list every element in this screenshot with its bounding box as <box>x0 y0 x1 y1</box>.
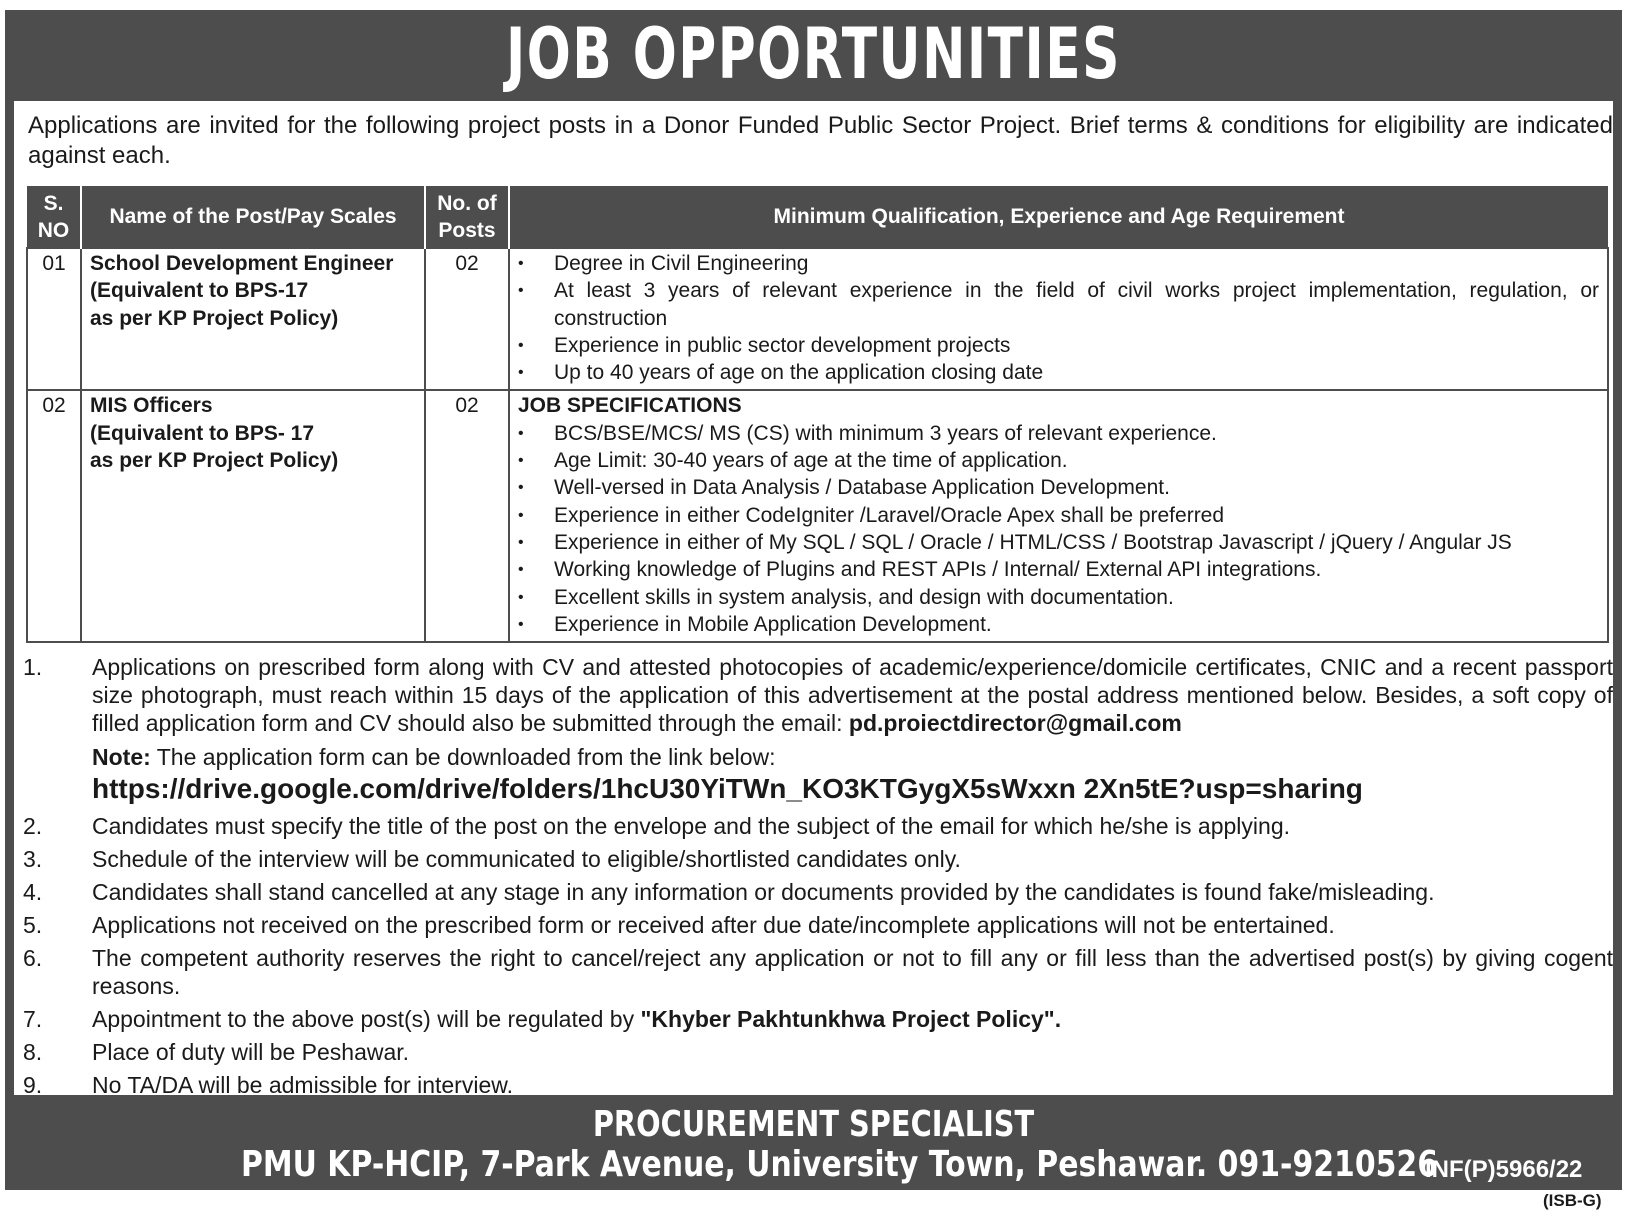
item-number: 9. <box>23 1072 43 1098</box>
row-sno: 01 <box>27 248 81 390</box>
item-number: 4. <box>23 879 43 905</box>
list-item <box>14 1038 1613 1066</box>
item-text: No TA/DA will be admissible for interview. <box>92 1072 513 1098</box>
list-item <box>14 812 1613 840</box>
footer-address: PMU KP-HCIP, 7-Park Avenue, University Town, Peshawar. 091-9210526 <box>241 1144 1438 1185</box>
header-requirements: Minimum Qualification, Experience and Age Requirement <box>509 186 1608 248</box>
row-num-posts: 02 <box>425 390 509 642</box>
row-sno: 02 <box>27 390 81 642</box>
item-number: 3. <box>23 846 43 872</box>
header-sno: S. NO <box>27 186 81 248</box>
job-specifications-heading: JOB SPECIFICATIONS <box>518 394 742 418</box>
email-address[interactable]: pd.proiectdirector@gmail.com <box>848 710 1182 736</box>
policy-name: "Khyber Pakhtunkhwa Project Policy". <box>640 1006 1062 1032</box>
advertisement-frame <box>5 10 1622 1190</box>
terms-list <box>14 653 1613 1104</box>
row-num-posts: 02 <box>425 248 509 390</box>
requirement-list <box>518 250 1599 386</box>
footer-title: PROCUREMENT SPECIALIST <box>592 1104 1035 1145</box>
item-number: 5. <box>23 912 43 938</box>
download-note <box>92 743 1613 807</box>
item-text: Place of duty will be Peshawar. <box>92 1039 410 1065</box>
sub-reference: (ISB-G) <box>1543 1191 1602 1210</box>
item-text: Candidates shall stand cancelled at any stage in any information or documents provided by the candidates is found fake/misleading. <box>92 879 1435 905</box>
table-row <box>27 248 1608 390</box>
list-item <box>14 911 1613 939</box>
requirement-item: • Experience in either CodeIgniter /Laravel/Oracle Apex shall be preferred <box>518 502 1599 529</box>
post-name-line: as per KP Project Policy) <box>90 306 339 330</box>
requirement-item: • Up to 40 years of age on the application closing date <box>518 359 1599 386</box>
posts-table-body <box>27 248 1608 642</box>
item-text: Applications not received on the prescribed form or received after due date/incomplete applications will not be entertained. <box>92 912 1335 938</box>
item-number: 7. <box>23 1006 43 1032</box>
footer-band <box>5 1100 1622 1190</box>
item-number: 6. <box>23 945 43 971</box>
requirement-item: • Degree in Civil Engineering <box>518 250 1599 277</box>
requirement-item: • At least 3 years of relevant experience in the field of civil works project implementation, regulation, or construction <box>518 277 1599 332</box>
reference-number: INF(P)5966/22 <box>1425 1156 1583 1183</box>
advertisement-body <box>14 101 1613 1098</box>
post-name-line: (Equivalent to BPS-17 <box>90 279 309 303</box>
list-item <box>14 653 1613 807</box>
requirement-item: • BCS/BSE/MCS/ MS (CS) with minimum 3 years of relevant experience. <box>518 420 1599 447</box>
requirement-item: • Age Limit: 30-40 years of age at the time of application. <box>518 447 1599 474</box>
item-text: Candidates must specify the title of the post on the envelope and the subject of the email for which he/she is applying. <box>92 813 1290 839</box>
row-requirements <box>509 390 1608 642</box>
post-name-line: School Development Engineer <box>90 252 394 275</box>
table-row <box>27 390 1608 642</box>
post-name-line: (Equivalent to BPS- 17 <box>90 421 315 445</box>
requirement-item: • Well-versed in Data Analysis / Database Application Development. <box>518 474 1599 501</box>
header-posts-count: No. of Posts <box>425 186 509 248</box>
requirement-item: • Experience in public sector development projects <box>518 332 1599 359</box>
item-number: 2. <box>23 813 43 839</box>
requirement-item: • Experience in either of My SQL / SQL / Oracle / HTML/CSS / Bootstrap Javascript / jQuery / Angular JS <box>518 529 1599 556</box>
list-item <box>14 1005 1613 1033</box>
requirement-item: • Working knowledge of Plugins and REST APIs / Internal/ External API integrations. <box>518 556 1599 583</box>
requirement-list <box>518 420 1599 638</box>
item-text: The competent authority reserves the right to cancel/reject any application or not to fill any or fill less than the advertised post(s) by giving cogent reasons. <box>92 945 1613 999</box>
header-post: Name of the Post/Pay Scales <box>81 186 425 248</box>
item-number: 1. <box>23 654 43 680</box>
requirement-item: • Experience in Mobile Application Development. <box>518 611 1599 638</box>
row-post-name <box>81 248 425 390</box>
list-item <box>14 944 1613 1000</box>
note-label: Note: <box>92 744 151 770</box>
row-post-name <box>81 390 425 642</box>
list-item <box>14 1071 1613 1099</box>
header-band <box>5 10 1622 98</box>
item-text: Appointment to the above post(s) will be regulated by <box>92 1006 641 1032</box>
table-header-row <box>27 186 1608 248</box>
item-text: Applications on prescribed form along with CV and attested photocopies of academic/experience/domicile certificates, CNIC and a recent passport size photograph, must reach within 15 days of the application of this advertisement at the postal address mentioned below. Besides, a soft copy of filled application form and CV should also be submitted through the email: <box>92 654 1613 736</box>
post-name-line: as per KP Project Policy) <box>90 449 339 473</box>
intro-paragraph: Applications are invited for the following project posts in a Donor Funded Public Sector Project. Brief terms & conditions for eligibility are indicated against each. <box>28 112 1613 169</box>
requirement-item: • Excellent skills in system analysis, and design with documentation. <box>518 584 1599 611</box>
download-link[interactable]: https://drive.google.com/drive/folders/1hcU30YiTWn_KO3KTGygX5sWxxn 2Xn5tE?usp=sharing <box>92 773 1363 804</box>
note-text: The application form can be downloaded from the link below: <box>150 744 776 770</box>
list-item <box>14 878 1613 906</box>
list-item <box>14 845 1613 873</box>
posts-table <box>26 186 1609 643</box>
row-requirements <box>509 248 1608 390</box>
item-number: 8. <box>23 1039 43 1065</box>
item-text: Schedule of the interview will be communicated to eligible/shortlisted candidates only. <box>92 846 961 872</box>
post-name-line: MIS Officers <box>90 394 213 418</box>
page-title: JOB OPPORTUNITIES <box>506 13 1121 95</box>
